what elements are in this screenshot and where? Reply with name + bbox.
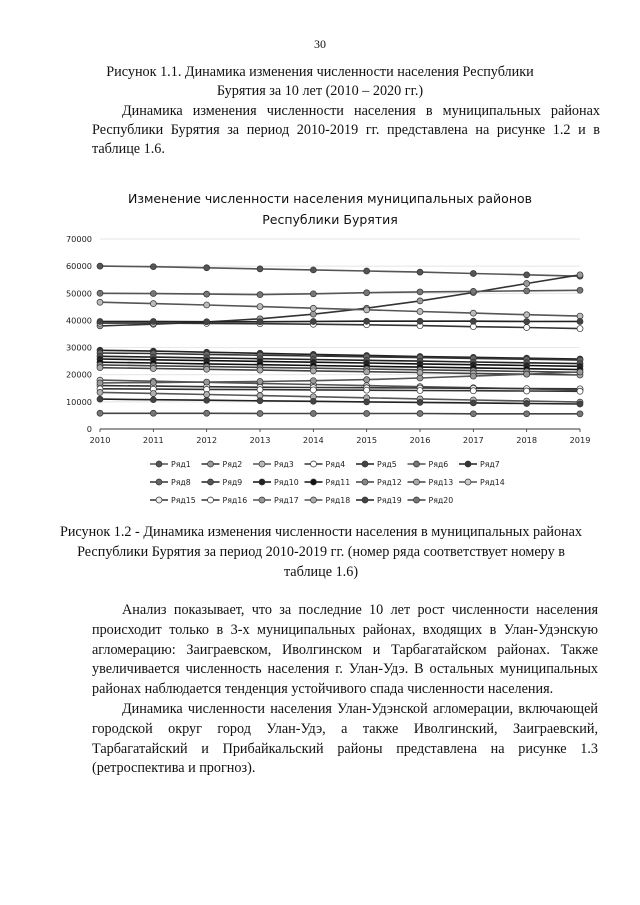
- population-chart: [60, 184, 600, 514]
- legend-label: Ряд7: [480, 460, 500, 469]
- y-tick-label: 10000: [65, 396, 92, 407]
- x-tick-label: 2017: [462, 435, 484, 445]
- legend-marker: [208, 479, 214, 485]
- x-tick-label: 2012: [196, 435, 218, 445]
- legend-label: Ряд9: [222, 478, 243, 487]
- data-point-17: [577, 369, 583, 375]
- series-line-4: [100, 323, 580, 329]
- legend-marker: [156, 461, 162, 467]
- legend-marker: [414, 461, 420, 467]
- y-tick-label: 20000: [65, 369, 92, 380]
- data-point-19: [97, 396, 103, 402]
- data-point-18: [150, 390, 156, 396]
- data-point-17: [524, 371, 530, 377]
- data-point-2: [577, 272, 583, 278]
- series-line-2: [100, 275, 580, 326]
- legend-label: Ряд11: [325, 478, 351, 487]
- data-point-6: [470, 288, 476, 294]
- data-point-17: [470, 373, 476, 379]
- data-point-5: [470, 318, 476, 324]
- data-point-13: [97, 365, 103, 371]
- data-point-6: [97, 290, 103, 296]
- data-point-6: [310, 291, 316, 297]
- x-tick-label: 2013: [249, 435, 271, 445]
- data-point-1: [310, 267, 316, 273]
- data-point-1: [97, 263, 103, 269]
- page-number: 30: [314, 37, 326, 51]
- legend-marker: [465, 479, 471, 485]
- body-paragraph-1: Анализ показывает, что за последние 10 лет рост численности населения происходит только в 3-х муниципальных районах, входящих в Улан-Удэнскую агломерацию: Заиграевском, Иволгинском и Тарбагатайском районах. Также увеличивается численность населения г. Улан-Удэ. В остальных муниципальных районах наблюдается тенденция устойчивого спада численности населения.: [92, 602, 598, 698]
- data-point-18: [97, 389, 103, 395]
- series-line-6: [100, 290, 580, 294]
- data-point-5: [204, 319, 210, 325]
- series-line-1: [100, 266, 580, 276]
- data-point-17: [97, 380, 103, 386]
- data-point-1: [417, 269, 423, 275]
- data-point-6: [150, 291, 156, 297]
- data-point-19: [150, 397, 156, 403]
- data-point-20: [310, 411, 316, 417]
- y-tick-label: 40000: [65, 315, 92, 326]
- legend-marker: [156, 497, 162, 503]
- legend-marker: [208, 461, 214, 467]
- y-tick-label: 60000: [65, 261, 92, 272]
- legend-marker: [156, 479, 162, 485]
- data-point-20: [364, 411, 370, 417]
- data-point-20: [577, 411, 583, 417]
- legend-label: Ряд16: [222, 496, 248, 505]
- legend-label: Ряд1: [171, 460, 191, 469]
- data-point-17: [417, 375, 423, 381]
- data-point-3: [524, 312, 530, 318]
- data-point-13: [310, 368, 316, 374]
- data-point-16: [417, 387, 423, 393]
- legend-label: Ряд6: [428, 460, 449, 469]
- data-point-13: [364, 369, 370, 375]
- data-point-20: [257, 411, 263, 417]
- data-point-18: [204, 392, 210, 398]
- data-point-17: [204, 379, 210, 385]
- data-point-16: [257, 387, 263, 393]
- data-point-19: [364, 399, 370, 405]
- intro-paragraph: Динамика изменения численности населения в муниципальных районах Республики Бурятия за период 2010-2019 гг. представлена на рисунке 1.2 и в таблице 1.6.: [92, 103, 600, 157]
- data-point-6: [204, 291, 210, 297]
- data-point-16: [470, 388, 476, 394]
- series-line-8: [100, 353, 580, 360]
- x-tick-label: 2011: [142, 435, 164, 445]
- data-point-13: [150, 365, 156, 371]
- data-point-20: [470, 411, 476, 417]
- series-line-3: [100, 302, 580, 316]
- legend-label: Ряд4: [325, 460, 346, 469]
- y-tick-label: 0: [86, 424, 92, 434]
- data-point-19: [204, 397, 210, 403]
- data-point-6: [417, 289, 423, 295]
- x-tick-label: 2015: [356, 435, 378, 445]
- data-point-17: [150, 380, 156, 386]
- legend-label: Ряд10: [274, 478, 299, 487]
- data-point-2: [310, 311, 316, 317]
- chart-title-line: Изменение численности населения муниципальных районов: [127, 191, 533, 206]
- legend-marker: [311, 479, 317, 485]
- data-point-13: [204, 366, 210, 372]
- legend-label: Ряд13: [428, 478, 454, 487]
- data-point-1: [150, 264, 156, 270]
- legend-marker: [362, 461, 368, 467]
- legend-label: Ряд12: [377, 478, 402, 487]
- data-point-17: [310, 378, 316, 384]
- legend-marker: [259, 461, 265, 467]
- data-point-20: [97, 410, 103, 416]
- legend-label: Ряд5: [377, 460, 397, 469]
- data-point-3: [204, 302, 210, 308]
- legend-marker: [414, 479, 420, 485]
- data-point-16: [310, 387, 316, 393]
- data-point-19: [417, 399, 423, 405]
- data-point-5: [310, 319, 316, 325]
- data-point-19: [577, 401, 583, 407]
- legend-label: Ряд17: [274, 496, 299, 505]
- population-chart-svg: [60, 184, 600, 514]
- data-point-4: [524, 324, 530, 330]
- legend-marker: [414, 497, 420, 503]
- figure-caption-2: Рисунок 1.2 - Динамика изменения численности населения в муниципальных районах Республики Бурятия за период 2010-2019 гг. (номер ряда соответствует номеру в таблице 1.6): [59, 524, 583, 580]
- legend-label: Ряд8: [171, 478, 191, 487]
- data-point-19: [310, 398, 316, 404]
- x-tick-label: 2014: [302, 435, 324, 445]
- data-point-2: [524, 281, 530, 287]
- data-point-5: [150, 319, 156, 325]
- data-point-5: [524, 319, 530, 325]
- series-line-20: [100, 413, 580, 414]
- legend-marker: [311, 461, 317, 467]
- data-point-20: [204, 410, 210, 416]
- data-point-3: [97, 299, 103, 305]
- legend-label: Ряд3: [274, 460, 294, 469]
- legend-label: Ряд20: [428, 496, 454, 505]
- legend-marker: [465, 461, 471, 467]
- legend-label: Ряд18: [325, 496, 351, 505]
- data-point-1: [204, 265, 210, 271]
- data-point-5: [364, 318, 370, 324]
- legend-label: Ряд15: [171, 496, 196, 505]
- data-point-6: [257, 292, 263, 298]
- data-point-1: [470, 270, 476, 276]
- y-tick-label: 70000: [65, 234, 92, 244]
- data-point-16: [364, 387, 370, 393]
- data-point-19: [257, 398, 263, 404]
- body-paragraph-2: Динамика численности населения Улан-Удэнской агломерации, включающей городской округ город Улан-Удэ, а также Иволгинский, Заиграевский, Тарбагатайский и Прибайкальский районы представлена на рисунке 1.3 (ретроспектива и прогноз).: [92, 700, 598, 777]
- data-point-19: [470, 400, 476, 406]
- data-point-17: [257, 379, 263, 385]
- legend-label: Ряд2: [222, 460, 243, 469]
- data-point-20: [524, 411, 530, 417]
- data-point-3: [417, 308, 423, 314]
- chart-title-line: Республики Бурятия: [262, 212, 398, 227]
- legend-label: Ряд14: [480, 478, 505, 487]
- x-tick-label: 2016: [409, 435, 431, 445]
- data-point-2: [417, 298, 423, 304]
- x-tick-label: 2019: [569, 435, 591, 445]
- y-tick-label: 50000: [65, 288, 92, 299]
- series-line-15: [100, 386, 580, 389]
- data-point-3: [150, 301, 156, 307]
- body-text: [92, 601, 598, 779]
- data-point-3: [257, 304, 263, 310]
- data-point-20: [417, 411, 423, 417]
- legend-marker: [259, 497, 265, 503]
- data-point-16: [577, 388, 583, 394]
- data-point-3: [310, 305, 316, 311]
- data-point-19: [524, 400, 530, 406]
- y-tick-label: 30000: [65, 342, 92, 353]
- data-point-5: [257, 319, 263, 325]
- legend-marker: [208, 497, 214, 503]
- legend-label: Ряд19: [377, 496, 402, 505]
- legend-marker: [362, 497, 368, 503]
- series-line-5: [100, 321, 580, 322]
- data-point-6: [524, 288, 530, 294]
- data-point-1: [364, 268, 370, 274]
- x-tick-label: 2010: [89, 435, 111, 445]
- data-point-20: [150, 410, 156, 416]
- figure-caption-1: Рисунок 1.1. Динамика изменения численности населения Республики Бурятия за 10 лет (2010 – 2020 гг.): [106, 64, 534, 99]
- data-point-3: [470, 310, 476, 316]
- data-point-13: [257, 367, 263, 373]
- data-point-1: [524, 272, 530, 278]
- data-point-3: [364, 307, 370, 313]
- x-tick-label: 2018: [516, 435, 538, 445]
- data-point-6: [364, 290, 370, 296]
- data-point-5: [577, 319, 583, 325]
- data-point-5: [97, 319, 103, 325]
- data-point-17: [364, 377, 370, 383]
- data-point-6: [577, 287, 583, 293]
- data-point-4: [577, 326, 583, 332]
- data-point-16: [524, 388, 530, 394]
- legend-marker: [311, 497, 317, 503]
- legend-marker: [259, 479, 265, 485]
- legend-marker: [362, 479, 368, 485]
- data-point-1: [257, 266, 263, 272]
- data-point-5: [417, 318, 423, 324]
